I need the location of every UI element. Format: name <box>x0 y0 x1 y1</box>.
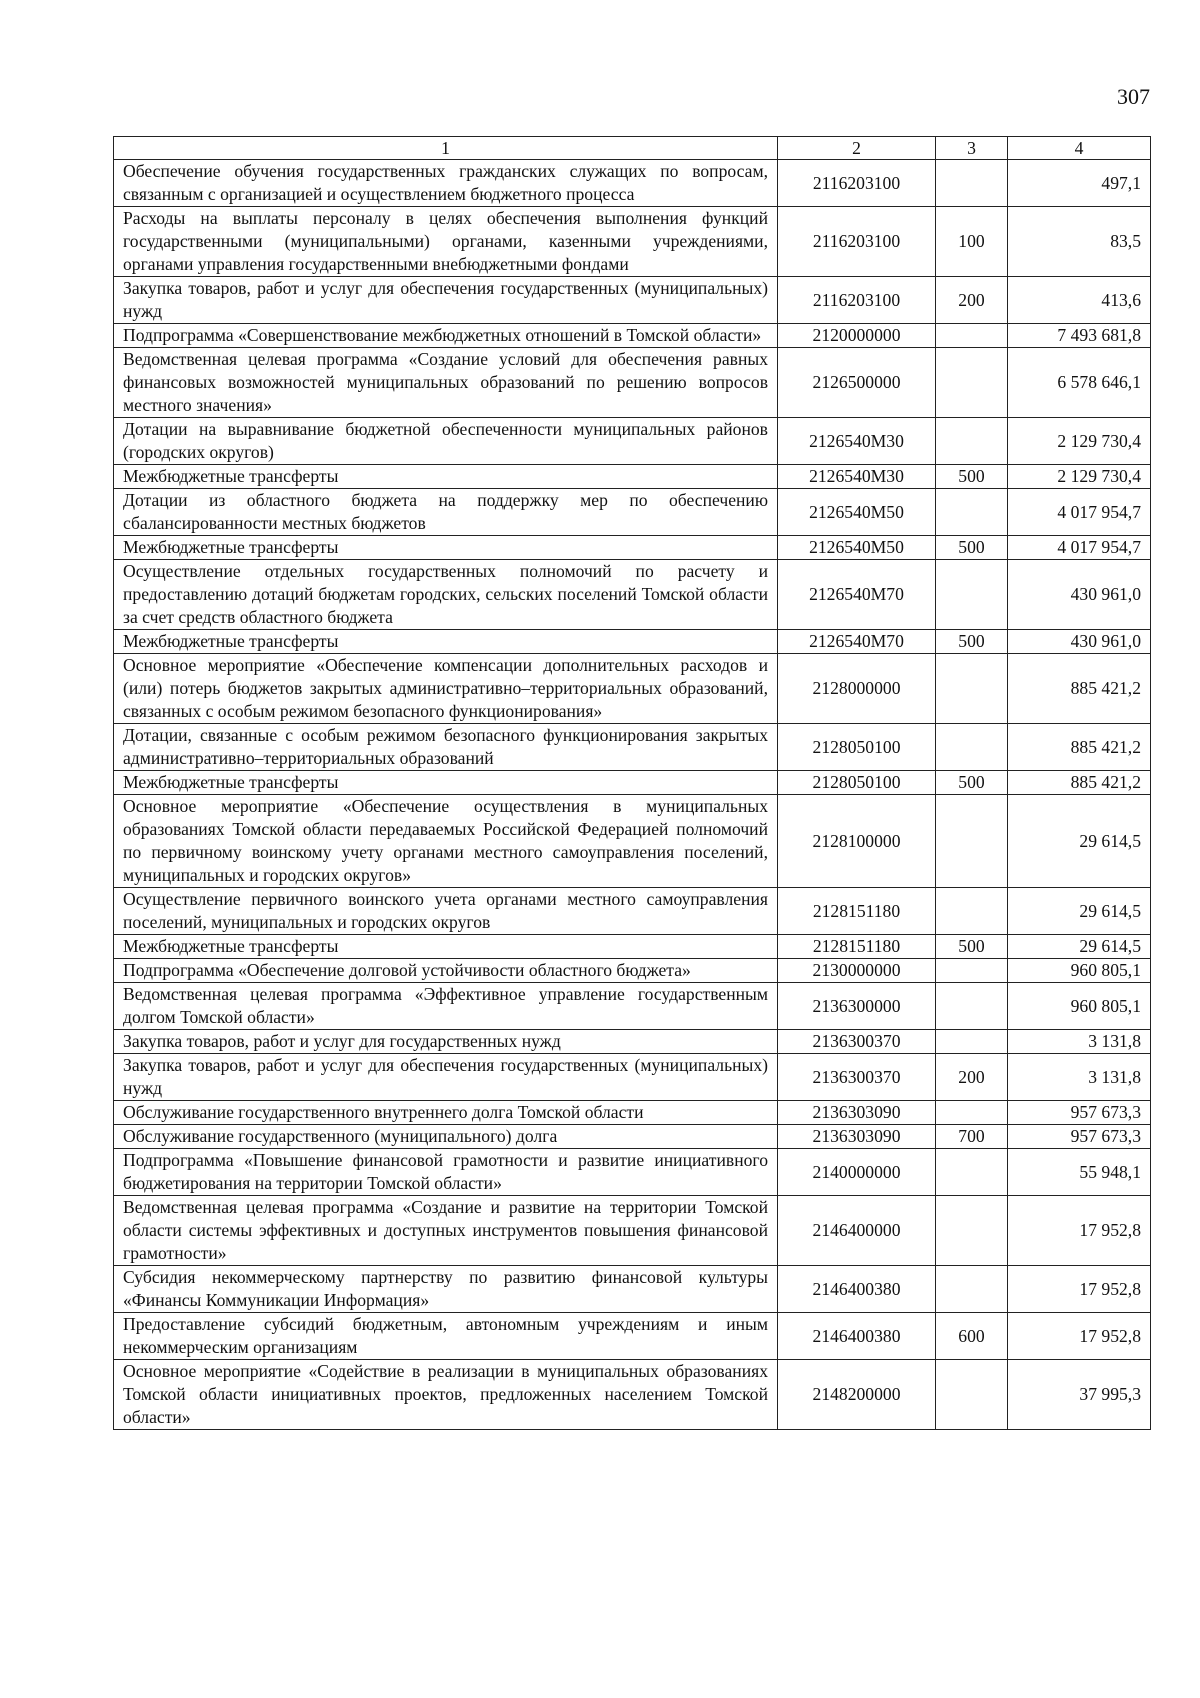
code-cell: 2136300370 <box>778 1030 936 1054</box>
type-cell <box>936 348 1008 418</box>
type-cell <box>936 160 1008 207</box>
amount-cell: 6 578 646,1 <box>1008 348 1151 418</box>
table-row <box>114 1313 1151 1360</box>
name-cell: Обслуживание государственного внутреннего долга Томской области <box>114 1101 778 1125</box>
amount-cell: 885 421,2 <box>1008 724 1151 771</box>
table-row <box>114 324 1151 348</box>
name-cell: Подпрограмма «Обеспечение долговой устойчивости областного бюджета» <box>114 959 778 983</box>
code-cell: 2136300000 <box>778 983 936 1030</box>
name-cell: Основное мероприятие «Содействие в реализации в муниципальных образованиях Томской области инициативных проектов, предложенных населением Томской области» <box>114 1360 778 1430</box>
name-cell: Дотации, связанные с особым режимом безопасного функционирования закрытых административно–территориальных образований <box>114 724 778 771</box>
table-row <box>114 536 1151 560</box>
type-cell <box>936 724 1008 771</box>
column-header: 1 <box>114 137 778 160</box>
type-cell: 700 <box>936 1125 1008 1149</box>
table-row <box>114 1101 1151 1125</box>
code-cell: 2120000000 <box>778 324 936 348</box>
code-cell: 2116203100 <box>778 160 936 207</box>
name-cell: Расходы на выплаты персоналу в целях обеспечения выполнения функций государственными (муниципальными) органами, казенными учреждениями, органами управления государственными внебюджетными фондами <box>114 207 778 277</box>
amount-cell: 957 673,3 <box>1008 1101 1151 1125</box>
type-cell <box>936 1360 1008 1430</box>
table-row <box>114 207 1151 277</box>
name-cell: Межбюджетные трансферты <box>114 771 778 795</box>
code-cell: 2116203100 <box>778 277 936 324</box>
name-cell: Подпрограмма «Совершенствование межбюджетных отношений в Томской области» <box>114 324 778 348</box>
code-cell: 2126540М70 <box>778 560 936 630</box>
name-cell: Обеспечение обучения государственных гражданских служащих по вопросам, связанным с организацией и осуществлением бюджетного процесса <box>114 160 778 207</box>
type-cell: 100 <box>936 207 1008 277</box>
code-cell: 2116203100 <box>778 207 936 277</box>
amount-cell: 17 952,8 <box>1008 1313 1151 1360</box>
amount-cell: 29 614,5 <box>1008 795 1151 888</box>
amount-cell: 17 952,8 <box>1008 1266 1151 1313</box>
type-cell <box>936 1101 1008 1125</box>
type-cell <box>936 1030 1008 1054</box>
name-cell: Межбюджетные трансферты <box>114 536 778 560</box>
amount-cell: 7 493 681,8 <box>1008 324 1151 348</box>
amount-cell: 413,6 <box>1008 277 1151 324</box>
code-cell: 2126500000 <box>778 348 936 418</box>
code-cell: 2130000000 <box>778 959 936 983</box>
code-cell: 2126540М50 <box>778 536 936 560</box>
table-row <box>114 959 1151 983</box>
name-cell: Осуществление отдельных государственных полномочий по расчету и предоставлению дотаций бюджетам городских, сельских поселений Томской области за счет средств областного бюджета <box>114 560 778 630</box>
amount-cell: 885 421,2 <box>1008 654 1151 724</box>
amount-cell: 3 131,8 <box>1008 1030 1151 1054</box>
table-row <box>114 630 1151 654</box>
table-row <box>114 1149 1151 1196</box>
code-cell: 2126540М70 <box>778 630 936 654</box>
type-cell <box>936 560 1008 630</box>
amount-cell: 957 673,3 <box>1008 1125 1151 1149</box>
table-row <box>114 1125 1151 1149</box>
code-cell: 2126540М30 <box>778 465 936 489</box>
type-cell <box>936 1149 1008 1196</box>
table-row <box>114 1196 1151 1266</box>
table-row <box>114 724 1151 771</box>
page-number: 307 <box>1117 84 1150 109</box>
amount-cell: 37 995,3 <box>1008 1360 1151 1430</box>
table-row <box>114 771 1151 795</box>
name-cell: Закупка товаров, работ и услуг для обеспечения государственных (муниципальных) нужд <box>114 277 778 324</box>
type-cell: 500 <box>936 935 1008 959</box>
name-cell: Основное мероприятие «Обеспечение осуществления в муниципальных образованиях Томской области передаваемых Российской Федерацией полномочий по первичному воинскому учету органами местного самоуправления поселений, муниципальных и городских округов» <box>114 795 778 888</box>
type-cell: 600 <box>936 1313 1008 1360</box>
name-cell: Межбюджетные трансферты <box>114 465 778 489</box>
name-cell: Ведомственная целевая программа «Эффективное управление государственным долгом Томской области» <box>114 983 778 1030</box>
column-header: 3 <box>936 137 1008 160</box>
amount-cell: 885 421,2 <box>1008 771 1151 795</box>
amount-cell: 430 961,0 <box>1008 630 1151 654</box>
name-cell: Межбюджетные трансферты <box>114 935 778 959</box>
amount-cell: 4 017 954,7 <box>1008 536 1151 560</box>
table-row <box>114 418 1151 465</box>
code-cell: 2126540М50 <box>778 489 936 536</box>
code-cell: 2146400380 <box>778 1266 936 1313</box>
table-row <box>114 1360 1151 1430</box>
table-header-row <box>114 137 1151 160</box>
column-header: 2 <box>778 137 936 160</box>
type-cell <box>936 654 1008 724</box>
table-row <box>114 160 1151 207</box>
budget-table <box>113 136 1151 1430</box>
code-cell: 2136303090 <box>778 1101 936 1125</box>
code-cell: 2128151180 <box>778 888 936 935</box>
code-cell: 2126540М30 <box>778 418 936 465</box>
name-cell: Осуществление первичного воинского учета органами местного самоуправления поселений, муниципальных и городских округов <box>114 888 778 935</box>
amount-cell: 2 129 730,4 <box>1008 465 1151 489</box>
type-cell <box>936 418 1008 465</box>
code-cell: 2128000000 <box>778 654 936 724</box>
code-cell: 2140000000 <box>778 1149 936 1196</box>
amount-cell: 3 131,8 <box>1008 1054 1151 1101</box>
type-cell <box>936 983 1008 1030</box>
table-row <box>114 983 1151 1030</box>
type-cell: 200 <box>936 277 1008 324</box>
code-cell: 2136300370 <box>778 1054 936 1101</box>
type-cell: 500 <box>936 536 1008 560</box>
table-row <box>114 795 1151 888</box>
amount-cell: 430 961,0 <box>1008 560 1151 630</box>
table-row <box>114 348 1151 418</box>
amount-cell: 29 614,5 <box>1008 935 1151 959</box>
name-cell: Субсидия некоммерческому партнерству по развитию финансовой культуры «Финансы Коммуникации Информация» <box>114 1266 778 1313</box>
code-cell: 2128050100 <box>778 724 936 771</box>
amount-cell: 29 614,5 <box>1008 888 1151 935</box>
table-row <box>114 277 1151 324</box>
code-cell: 2128151180 <box>778 935 936 959</box>
type-cell <box>936 1266 1008 1313</box>
name-cell: Дотации из областного бюджета на поддержку мер по обеспечению сбалансированности местных бюджетов <box>114 489 778 536</box>
amount-cell: 960 805,1 <box>1008 959 1151 983</box>
name-cell: Подпрограмма «Повышение финансовой грамотности и развитие инициативного бюджетирования на территории Томской области» <box>114 1149 778 1196</box>
name-cell: Закупка товаров, работ и услуг для государственных нужд <box>114 1030 778 1054</box>
type-cell <box>936 1196 1008 1266</box>
type-cell <box>936 888 1008 935</box>
code-cell: 2128100000 <box>778 795 936 888</box>
amount-cell: 497,1 <box>1008 160 1151 207</box>
name-cell: Межбюджетные трансферты <box>114 630 778 654</box>
table-row <box>114 465 1151 489</box>
type-cell: 500 <box>936 465 1008 489</box>
table-row <box>114 1054 1151 1101</box>
amount-cell: 2 129 730,4 <box>1008 418 1151 465</box>
name-cell: Ведомственная целевая программа «Создание условий для обеспечения равных финансовых возможностей муниципальных образований по решению вопросов местного значения» <box>114 348 778 418</box>
name-cell: Ведомственная целевая программа «Создание и развитие на территории Томской области системы эффективных и доступных инструментов повышения финансовой грамотности» <box>114 1196 778 1266</box>
code-cell: 2136303090 <box>778 1125 936 1149</box>
table-row <box>114 1266 1151 1313</box>
column-header: 4 <box>1008 137 1151 160</box>
name-cell: Закупка товаров, работ и услуг для обеспечения государственных (муниципальных) нужд <box>114 1054 778 1101</box>
amount-cell: 55 948,1 <box>1008 1149 1151 1196</box>
code-cell: 2146400000 <box>778 1196 936 1266</box>
table-row <box>114 560 1151 630</box>
table-body <box>114 160 1151 1430</box>
table-row <box>114 489 1151 536</box>
amount-cell: 960 805,1 <box>1008 983 1151 1030</box>
name-cell: Дотации на выравнивание бюджетной обеспеченности муниципальных районов (городских округов) <box>114 418 778 465</box>
type-cell <box>936 324 1008 348</box>
type-cell: 500 <box>936 771 1008 795</box>
type-cell: 200 <box>936 1054 1008 1101</box>
amount-cell: 4 017 954,7 <box>1008 489 1151 536</box>
table-row <box>114 888 1151 935</box>
table-row <box>114 654 1151 724</box>
code-cell: 2146400380 <box>778 1313 936 1360</box>
table-row <box>114 1030 1151 1054</box>
name-cell: Предоставление субсидий бюджетным, автономным учреждениям и иным некоммерческим организациям <box>114 1313 778 1360</box>
code-cell: 2128050100 <box>778 771 936 795</box>
type-cell <box>936 489 1008 536</box>
code-cell: 2148200000 <box>778 1360 936 1430</box>
amount-cell: 17 952,8 <box>1008 1196 1151 1266</box>
amount-cell: 83,5 <box>1008 207 1151 277</box>
table-row <box>114 935 1151 959</box>
type-cell <box>936 795 1008 888</box>
name-cell: Обслуживание государственного (муниципального) долга <box>114 1125 778 1149</box>
type-cell <box>936 959 1008 983</box>
type-cell: 500 <box>936 630 1008 654</box>
name-cell: Основное мероприятие «Обеспечение компенсации дополнительных расходов и (или) потерь бюджетов закрытых административно–территориальных образований, связанных с особым режимом безопасного функционирования» <box>114 654 778 724</box>
